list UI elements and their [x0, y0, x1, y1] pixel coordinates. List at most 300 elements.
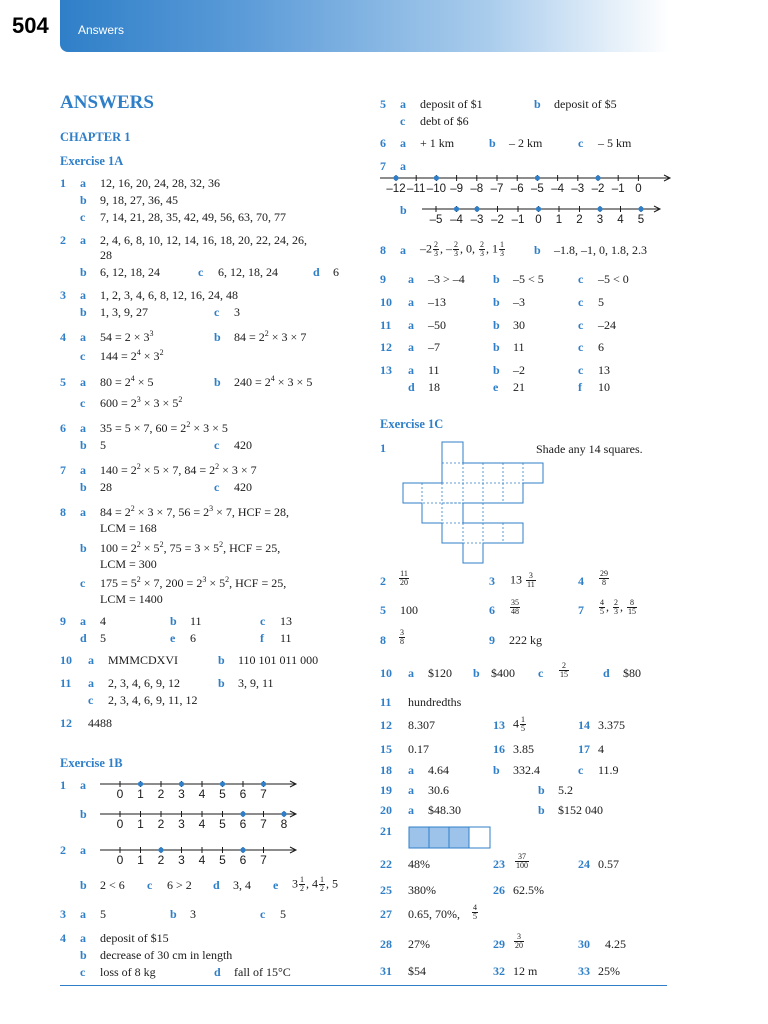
part-label: c — [578, 318, 584, 332]
marked-point — [536, 206, 541, 211]
tick-label: 0 — [535, 214, 542, 226]
answer-text: $600 = 2^3 \times 3 \times 5^2$ — [100, 395, 183, 410]
question-number: 30 — [578, 937, 590, 951]
part-label: b — [493, 295, 500, 309]
tick-label: 7 — [260, 817, 267, 831]
part-label: b — [80, 438, 87, 452]
part-label: d — [80, 631, 87, 645]
answer-text: 1, 3, 9, 27 — [100, 305, 148, 319]
question-number: 25 — [380, 883, 392, 897]
part-label: a — [408, 295, 414, 309]
answer-text: –7 — [428, 340, 440, 354]
tick-label: 5 — [637, 214, 645, 226]
question-number: 17 — [578, 742, 590, 756]
marked-point — [261, 781, 266, 786]
tick-label: –4 — [551, 183, 564, 195]
answer-text: –1.8, –1, 0, 1.8, 2.3 — [554, 243, 647, 257]
answer-text: deposit of $5 — [554, 97, 617, 111]
tick-label: 0 — [116, 787, 124, 801]
question-number: 6 — [489, 603, 495, 617]
answer-text: 5 — [598, 295, 604, 309]
answer-text: decrease of 30 cm in length — [100, 948, 233, 962]
answer-text: 3 $\frac{1}{2}$ , 4 $\frac{1}{2}$ , 5 — [292, 875, 338, 893]
answer-text: 2 < 6 — [100, 878, 125, 892]
part-label: b — [80, 265, 87, 279]
answer-text: debt of $6 — [420, 114, 469, 128]
answer-text: Shade any 14 squares. — [536, 442, 643, 456]
part-label: a — [400, 243, 406, 257]
tick-label: 3 — [178, 817, 185, 831]
header-title: Answers — [78, 23, 125, 37]
marked-point — [158, 847, 163, 852]
part-label: c — [80, 210, 86, 224]
question-number: 9 — [60, 614, 66, 628]
answer-text: 5 — [100, 631, 106, 645]
question-number: 1 — [60, 176, 66, 190]
answer-text: 4.64 — [428, 763, 449, 777]
answer-text: 2, 3, 4, 6, 9, 11, 12 — [108, 693, 198, 707]
answer-text: 2, 3, 4, 6, 9, 12 — [108, 676, 180, 690]
answer-text: $54 — [408, 964, 426, 978]
marked-point — [179, 781, 184, 786]
question-number: 10 — [380, 295, 392, 309]
answer-text: 28 — [100, 248, 112, 262]
part-label: b — [473, 666, 480, 680]
question-number: 2 — [60, 233, 66, 247]
answer-text: 30.6 — [428, 783, 449, 797]
part-label: c — [88, 693, 94, 707]
answer-text: 11 — [513, 340, 525, 354]
part-label: a — [80, 778, 86, 792]
question-number: 12 — [60, 716, 72, 730]
tick-label: 1 — [137, 787, 144, 801]
question-number: 23 — [493, 857, 505, 871]
tick-label: 0 — [116, 817, 124, 831]
marked-point — [454, 206, 459, 211]
page-number: 504 — [12, 13, 49, 38]
question-number: 11 — [60, 676, 72, 690]
part-label: a — [88, 653, 94, 667]
part-label: a — [80, 614, 86, 628]
tick-label: 2 — [157, 817, 165, 831]
part-label: a — [80, 375, 86, 389]
answer-text: 62.5% — [513, 883, 544, 897]
shaded-bar — [408, 826, 494, 850]
part-label: b — [214, 330, 221, 344]
tick-label: 6 — [239, 787, 247, 801]
part-label: a — [80, 288, 86, 302]
page-title: ANSWERS — [60, 92, 154, 113]
tick-label: 0 — [635, 183, 642, 195]
part-label: b — [493, 363, 500, 377]
answer-text: 5.2 — [558, 783, 573, 797]
answer-text: $140 = 2^2 \times 5 \times 7$, $84 = 2^2 \times 3 \times 7$ — [100, 462, 257, 477]
part-label: c — [214, 480, 220, 494]
part-label: a — [408, 272, 414, 286]
answer-text: 6, 12, 18, 24 — [218, 265, 278, 279]
part-label: a — [80, 176, 86, 190]
part-label: b — [493, 763, 500, 777]
answer-text: – 2 km — [509, 136, 543, 150]
part-label: c — [198, 265, 204, 279]
question-number: 33 — [578, 964, 590, 978]
answer-text: –5 < 0 — [598, 272, 629, 286]
answer-text: –24 — [598, 318, 616, 332]
part-label: b — [214, 375, 221, 389]
tick-label: –7 — [490, 183, 504, 195]
answer-text: 380% — [408, 883, 436, 897]
question-number: 5 — [380, 603, 386, 617]
tick-label: 6 — [239, 853, 247, 867]
part-label: c — [400, 114, 406, 128]
part-label: c — [80, 349, 86, 363]
part-label: b — [493, 340, 500, 354]
question-number: 14 — [578, 718, 590, 732]
question-number: 12 — [380, 340, 392, 354]
part-label: a — [88, 676, 94, 690]
answer-text: $\frac{4}{5}$ , $\frac{2}{3}$ , $\frac{8}{15}$ — [600, 598, 636, 616]
part-label: b — [493, 272, 500, 286]
answer-text: $240 = 2^4 \times 3 \times 5$ — [234, 374, 313, 389]
answer-text: 5 — [100, 438, 106, 452]
part-label: b — [80, 948, 87, 962]
question-number: 16 — [493, 742, 505, 756]
answer-text: –5 < 5 — [513, 272, 544, 286]
answer-text: 332.4 — [513, 763, 540, 777]
question-number: 32 — [493, 964, 505, 978]
tick-label: 4 — [617, 214, 624, 226]
question-number: 26 — [493, 883, 505, 897]
answer-text: 18 — [428, 380, 440, 394]
question-number: 11 — [380, 695, 392, 709]
part-label: c — [80, 396, 86, 410]
number-line-1a — [98, 776, 300, 802]
bottom-rule — [60, 985, 667, 986]
answer-text: $48.30 — [428, 803, 461, 817]
answer-text: 0.17 — [408, 742, 429, 756]
answer-text: 11 — [280, 631, 292, 645]
part-label: e — [273, 878, 279, 892]
tick-label: –8 — [470, 183, 484, 195]
header-band — [60, 0, 670, 52]
answer-text: $84 = 2^2 \times 3 \times 7$, $56 = 2^3 \times 7$, HCF = 28, — [100, 504, 289, 519]
answer-text: 12, 16, 20, 24, 28, 32, 36 — [100, 176, 220, 190]
part-label: a — [80, 931, 86, 945]
tick-label: –9 — [450, 183, 463, 195]
part-label: b — [538, 803, 545, 817]
tick-label: 0 — [116, 853, 124, 867]
part-label: d — [313, 265, 320, 279]
answer-text: 100 — [400, 603, 418, 617]
page-header — [0, 0, 768, 52]
question-number: 21 — [380, 824, 392, 838]
answer-text: 5 — [280, 907, 286, 921]
question-number: 4 — [578, 574, 584, 588]
answer-text: loss of 8 kg — [100, 965, 156, 979]
question-number: 24 — [578, 857, 590, 871]
question-number: 3 — [489, 574, 495, 588]
question-number: 4 — [60, 931, 66, 945]
part-label: c — [578, 136, 584, 150]
part-label: d — [603, 666, 610, 680]
answer-text: 27% — [408, 937, 430, 951]
answer-text: $400 — [491, 666, 515, 680]
tick-label: 4 — [198, 853, 206, 867]
part-label: a — [80, 421, 86, 435]
answer-text: $\frac{29}{8}$ — [600, 569, 608, 587]
answer-text: $\frac{2}{15}$ — [560, 661, 568, 679]
answer-text: 3.375 — [598, 718, 625, 732]
tick-label: 5 — [219, 817, 226, 831]
tick-label: –2 — [491, 214, 504, 226]
answer-text: $175 = 5^2 \times 7$, $200 = 2^3 \times 5^2$, HCF = 25, — [100, 575, 287, 590]
part-label: c — [578, 363, 584, 377]
tick-label: 4 — [198, 817, 206, 831]
question-number: 3 — [60, 288, 66, 302]
part-label: b — [489, 136, 496, 150]
tick-label: –10 — [426, 183, 446, 195]
part-label: b — [400, 203, 407, 217]
part-label: a — [80, 463, 86, 477]
tick-label: 1 — [555, 214, 563, 226]
part-label: e — [170, 631, 176, 645]
answer-text: $80 = 2^4 \times 5$ — [100, 374, 154, 389]
answer-text: 4488 — [88, 716, 112, 730]
question-number: 6 — [380, 136, 386, 150]
exercise-1b-heading: Exercise 1B — [60, 756, 123, 770]
answer-text: 13 $\frac{3}{11}$ — [510, 571, 535, 589]
answer-text: hundredths — [408, 695, 462, 709]
number-line-1b — [98, 806, 300, 832]
answer-text: 6 — [190, 631, 196, 645]
answer-text: 3 — [190, 907, 196, 921]
answer-text: 11 — [428, 363, 440, 377]
part-label: d — [408, 380, 415, 394]
answer-text: $144 = 2^4 \times 3^2$ — [100, 348, 164, 363]
part-label: b — [534, 243, 541, 257]
question-number: 11 — [380, 318, 392, 332]
question-number: 15 — [380, 742, 392, 756]
question-number: 31 — [380, 964, 392, 978]
part-label: c — [214, 305, 220, 319]
answer-text: + 1 km — [420, 136, 455, 150]
answer-text: 11 — [190, 614, 202, 628]
part-label: a — [408, 363, 414, 377]
answer-text: $100 = 2^2 \times 5^2$, $75 = 3 \times 5^2$, HCF = 25, — [100, 540, 281, 555]
question-number: 1 — [60, 778, 66, 792]
answer-text: $\frac{37}{100}$ — [516, 852, 528, 870]
part-label: c — [578, 272, 584, 286]
answer-text: 8.307 — [408, 718, 435, 732]
marked-point — [434, 175, 439, 180]
marked-point — [638, 206, 643, 211]
tick-label: 6 — [239, 817, 247, 831]
part-label: a — [400, 159, 406, 173]
question-number: 10 — [60, 653, 72, 667]
answer-text: $\frac{35}{48}$ — [511, 598, 519, 616]
answer-text: 35 = 5 × 7, $60 = 2^2 \times 3 \times 5$ — [100, 420, 228, 435]
part-label: b — [80, 480, 87, 494]
answer-text: $84 = 2^2 \times 3 \times 7$ — [234, 329, 307, 344]
tick-label: 2 — [157, 853, 165, 867]
answer-text: 28 — [100, 480, 112, 494]
answer-text: – 5 km — [598, 136, 632, 150]
question-number: 5 — [60, 375, 66, 389]
answer-text: –2 $\frac{2}{3}$ , – $\frac{2}{3}$ , 0, $\frac{2}{3}$ , 1 $\frac{1}{3}$ — [420, 240, 504, 258]
question-number: 29 — [493, 937, 505, 951]
answer-text: 12 m — [513, 964, 538, 978]
tick-label: 5 — [219, 853, 226, 867]
part-label: a — [400, 97, 406, 111]
part-label: b — [170, 614, 177, 628]
part-label: b — [80, 541, 87, 555]
marked-point — [474, 206, 479, 211]
part-label: a — [80, 907, 86, 921]
part-label: a — [80, 330, 86, 344]
number-line-7b — [418, 201, 664, 227]
answer-text: deposit of $15 — [100, 931, 169, 945]
part-label: b — [80, 193, 87, 207]
answer-text: 21 — [513, 380, 525, 394]
answer-text: –3 > –4 — [428, 272, 465, 286]
answer-text: deposit of $1 — [420, 97, 483, 111]
answer-text: 420 — [234, 438, 252, 452]
marked-point — [281, 811, 286, 816]
tick-label: 5 — [219, 787, 226, 801]
answer-text: 3, 4 — [233, 878, 251, 892]
tick-label: –4 — [450, 214, 463, 226]
question-number: 5 — [380, 97, 386, 111]
answer-text: $\frac{4}{5}$ — [473, 903, 477, 921]
tick-label: 7 — [260, 787, 267, 801]
answer-text: $\frac{3}{20}$ — [515, 932, 523, 950]
part-label: b — [218, 676, 225, 690]
question-number: 12 — [380, 718, 392, 732]
answer-text: –3 — [513, 295, 525, 309]
answer-text: 25% — [598, 964, 620, 978]
part-label: b — [218, 653, 225, 667]
part-label: b — [80, 807, 87, 821]
part-label: b — [493, 318, 500, 332]
answer-text: –13 — [428, 295, 446, 309]
tick-label: 3 — [178, 787, 185, 801]
answer-text: 4.25 — [605, 937, 626, 951]
part-label: d — [213, 878, 220, 892]
tick-label: –5 — [429, 214, 443, 226]
question-number: 9 — [489, 633, 495, 647]
answer-text: fall of 15°C — [234, 965, 291, 979]
answer-text: $80 — [623, 666, 641, 680]
question-number: 20 — [380, 803, 392, 817]
part-label: b — [170, 907, 177, 921]
marked-point — [393, 175, 398, 180]
answer-text: $\frac{3}{8}$ — [400, 628, 404, 646]
part-label: b — [534, 97, 541, 111]
part-label: b — [538, 783, 545, 797]
answer-text: $\frac{11}{20}$ — [400, 569, 408, 587]
tick-label: 7 — [260, 853, 267, 867]
question-number: 4 — [60, 330, 66, 344]
tick-label: –1 — [611, 183, 625, 195]
question-number: 7 — [60, 463, 66, 477]
question-number: 6 — [60, 421, 66, 435]
answer-text: LCM = 1400 — [100, 592, 163, 606]
part-label: c — [214, 438, 220, 452]
answer-text: –2 — [513, 363, 525, 377]
chapter-heading: CHAPTER 1 — [60, 130, 131, 144]
answer-text: 13 — [598, 363, 610, 377]
tick-label: –5 — [531, 183, 544, 195]
part-label: a — [408, 666, 414, 680]
answer-text: 7, 14, 21, 28, 35, 42, 49, 56, 63, 70, 77 — [100, 210, 286, 224]
answer-text: LCM = 168 — [100, 521, 157, 535]
part-label: c — [578, 763, 584, 777]
answer-text: 10 — [598, 380, 610, 394]
question-number: 7 — [380, 159, 386, 173]
part-label: d — [214, 965, 221, 979]
answer-text: 6 — [598, 340, 604, 354]
marked-point — [240, 847, 245, 852]
answer-text: –50 — [428, 318, 446, 332]
part-label: a — [408, 318, 414, 332]
part-label: f — [578, 380, 582, 394]
tick-label: –3 — [470, 214, 484, 226]
question-number: 28 — [380, 937, 392, 951]
part-label: a — [80, 843, 86, 857]
tick-label: –11 — [407, 183, 426, 195]
tick-label: –12 — [386, 183, 406, 195]
answer-text: 4 $\frac{1}{5}$ — [513, 715, 525, 733]
marked-point — [597, 206, 602, 211]
question-number: 9 — [380, 272, 386, 286]
part-label: a — [408, 340, 414, 354]
question-number: 1 — [380, 441, 386, 455]
exercise-1c-heading: Exercise 1C — [380, 417, 444, 431]
tick-label: –2 — [591, 183, 605, 195]
answer-text: $54 = 2 \times 3^3$ — [100, 329, 154, 344]
part-label: c — [260, 907, 266, 921]
number-line-7a — [378, 172, 674, 198]
part-label: c — [578, 340, 584, 354]
tick-label: 2 — [157, 787, 165, 801]
grid-figure — [400, 441, 548, 567]
tick-label: –3 — [571, 183, 585, 195]
answer-text: 9, 18, 27, 36, 45 — [100, 193, 178, 207]
answer-text: 11.9 — [598, 763, 619, 777]
answer-text: 4 — [598, 742, 604, 756]
question-number: 13 — [380, 363, 392, 377]
answer-text: 3, 9, 11 — [238, 676, 274, 690]
tick-label: 3 — [178, 853, 185, 867]
question-number: 19 — [380, 783, 392, 797]
question-number: 8 — [60, 505, 66, 519]
answer-text: 0.57 — [598, 857, 619, 871]
answer-text: 2, 4, 6, 8, 10, 12, 14, 16, 18, 20, 22, 24, 26, — [100, 233, 307, 247]
exercise-1a-heading: Exercise 1A — [60, 154, 124, 168]
answer-text: 6 — [333, 265, 339, 279]
question-number: 2 — [380, 574, 386, 588]
part-label: a — [400, 136, 406, 150]
part-label: a — [408, 783, 414, 797]
answer-text: $152 040 — [558, 803, 603, 817]
answer-text: 48% — [408, 857, 430, 871]
answer-text: 0.65, 70%, — [408, 907, 460, 921]
part-label: f — [260, 631, 264, 645]
question-number: 18 — [380, 763, 392, 777]
part-label: a — [80, 505, 86, 519]
marked-point — [595, 175, 600, 180]
marked-point — [138, 781, 143, 786]
